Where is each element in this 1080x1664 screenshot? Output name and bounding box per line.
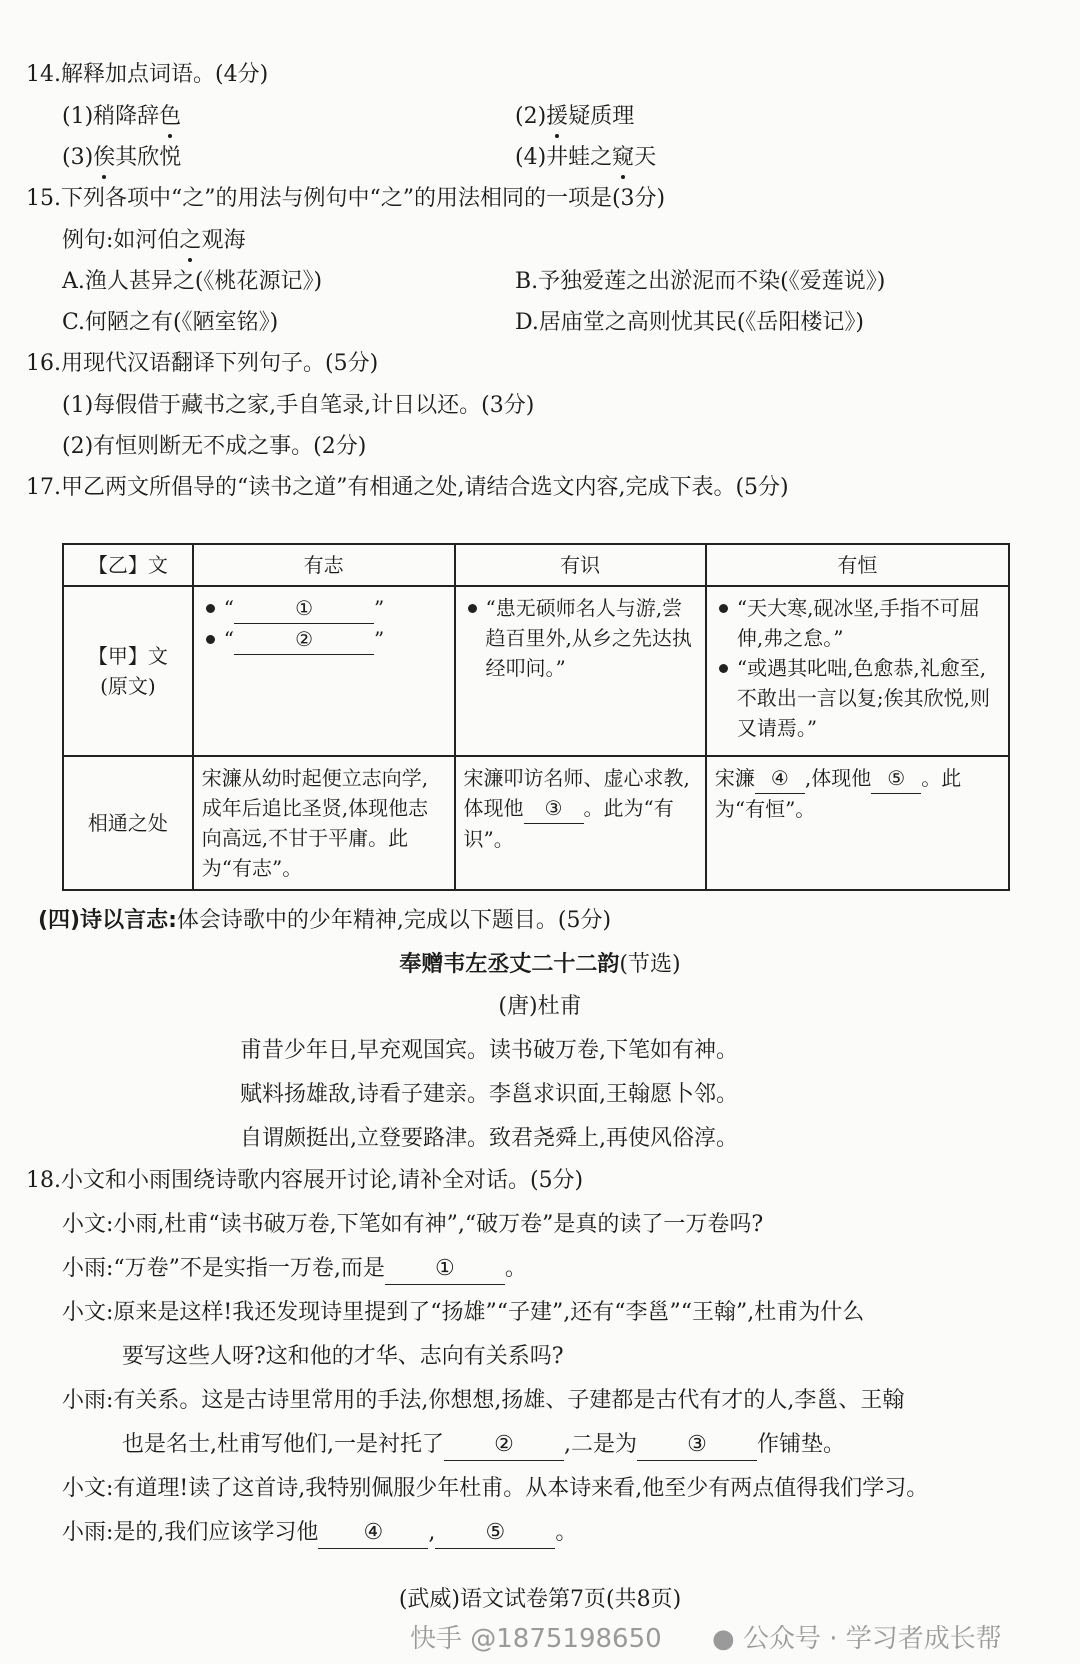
dotted-char: 援 [546, 102, 568, 132]
q15-option-d: D.居庙堂之高则忧其民(《岳阳楼记》) [515, 310, 865, 335]
wechat-icon: ● [712, 1624, 735, 1654]
dialogue-5: 小文:有道理!读了这首诗,我特别佩服少年杜甫。从本诗来看,他至少有两点值得我们学习。 [62, 1476, 929, 1501]
row-label-jia: 【甲】文 (原文) [63, 586, 193, 756]
blank-5[interactable]: ⑤ [871, 763, 921, 794]
poem-line-3: 自谓颇挺出,立登要路津。致君尧舜上,再使风俗淳。 [240, 1126, 738, 1151]
dotted-char: 窥 [612, 143, 634, 173]
dialogue-3b: 要写这些人呀?这和他的才华、志向有关系吗? [122, 1344, 564, 1369]
blank-q18-2[interactable]: ② [444, 1430, 564, 1461]
dialogue-1: 小文:小雨,杜甫“读书破万卷,下笔如有神”,“破万卷”是真的读了一万卷吗? [62, 1212, 764, 1237]
dialogue-4b: 也是名士,杜甫写他们,一是衬托了 ② ,二是为 ③ 作铺垫。 [122, 1430, 845, 1461]
poem-line-2: 赋料扬雄敌,诗看子建亲。李邕求识面,王翰愿卜邻。 [240, 1082, 738, 1107]
q15-example: 例句:如河伯之观海 [62, 226, 245, 256]
table-header-shi: 有识 [455, 544, 706, 586]
q14-item-2: (2)援疑质理 [515, 102, 634, 132]
cell-heng-original: “天大寒,砚冰坚,手指不可屈伸,弗之怠。” “或遇其叱咄,色愈恭,礼愈至,不敢出一言以复;俟其欣悦,则又请焉。” [706, 586, 1009, 756]
q16-item-1: (1)每假借于藏书之家,手自笔录,计日以还。(3分) [62, 393, 535, 418]
cell-zhi-original: “ ① ” “ ② ” [193, 586, 455, 756]
q15-option-c: C.何陋之有(《陋室铭》) [62, 310, 279, 335]
table-header-heng: 有恒 [706, 544, 1009, 586]
section4-heading: (四)诗以言志:体会诗歌中的少年精神,完成以下题目。(5分) [38, 908, 612, 933]
q15-option-a: A.渔人甚异之(《桃花源记》) [62, 269, 323, 294]
poem-title: 奉赠韦左丞丈二十二韵(节选) [399, 952, 681, 977]
blank-q18-1[interactable]: ① [385, 1254, 505, 1285]
q18-title: 18.小文和小雨围绕诗歌内容展开讨论,请补全对话。(5分) [26, 1168, 584, 1193]
blank-1[interactable]: ① [234, 593, 374, 624]
q14-item-4: (4)井蛙之窥天 [515, 143, 656, 173]
dialogue-3a: 小文:原来是这样!我还发现诗里提到了“扬雄”“子建”,还有“李邕”“王翰”,杜甫为什么 [62, 1300, 865, 1325]
blank-3[interactable]: ③ [524, 793, 584, 824]
comparison-table [62, 543, 1010, 891]
cell-shi-common: 宋濂叩访名师、虚心求教,体现他 ③ 。此为“有识”。 [455, 756, 706, 890]
blank-2[interactable]: ② [234, 624, 374, 655]
dialogue-4a: 小雨:有关系。这是古诗里常用的手法,你想想,扬雄、子建都是古代有才的人,李邕、王翰 [62, 1388, 905, 1413]
dialogue-6: 小雨:是的,我们应该学习他 ④ , ⑤ 。 [62, 1518, 577, 1549]
blank-q18-4[interactable]: ④ [318, 1518, 428, 1549]
q14-item-3: (3)俟其欣悦 [62, 143, 181, 173]
cell-heng-common: 宋濂 ④ ,体现他 ⑤ 。此为“有恒”。 [706, 756, 1009, 890]
q14-item-1: (1)稍降辞色 [62, 102, 181, 132]
table-header-zhi: 有志 [193, 544, 455, 586]
poem-author: (唐)杜甫 [498, 994, 582, 1019]
row-label-common: 相通之处 [63, 756, 193, 890]
dotted-char: 俟 [93, 143, 115, 173]
dialogue-2: 小雨:“万卷”不是实指一万卷,而是 ① 。 [62, 1254, 527, 1285]
blank-q18-3[interactable]: ③ [637, 1430, 757, 1461]
q15-title: 15.下列各项中“之”的用法与例句中“之”的用法相同的一项是(3分) [26, 186, 666, 211]
dotted-char: 之 [179, 226, 201, 256]
poem-line-1: 甫昔少年日,早充观国宾。读书破万卷,下笔如有神。 [240, 1038, 738, 1063]
blank-4[interactable]: ④ [755, 763, 805, 794]
dotted-char: 色 [159, 102, 181, 132]
watermark-wechat: ● 公众号 · 学习者成长帮 [712, 1624, 1002, 1654]
q15-option-b: B.予独爱莲之出淤泥而不染(《爱莲说》) [515, 269, 886, 294]
q16-title: 16.用现代汉语翻译下列句子。(5分) [26, 351, 379, 376]
cell-zhi-common: 宋濂从幼时起便立志向学,成年后追比圣贤,体现他志向高远,不甘于平庸。此为“有志”。 [193, 756, 455, 890]
page-footer: (武威)语文试卷第7页(共8页) [398, 1587, 682, 1612]
q17-title: 17.甲乙两文所倡导的“读书之道”有相通之处,请结合选文内容,完成下表。(5分) [26, 475, 789, 500]
table-corner: 【乙】文 [63, 544, 193, 586]
cell-shi-original: “患无硕师名人与游,尝趋百里外,从乡之先达执经叩问。” [455, 586, 706, 756]
q14-title: 14.解释加点词语。(4分) [26, 62, 269, 87]
blank-q18-5[interactable]: ⑤ [435, 1518, 555, 1549]
watermark-kuaishou: 快手 @18751986​50 [410, 1624, 662, 1654]
q16-item-2: (2)有恒则断无不成之事。(2分) [62, 434, 367, 459]
